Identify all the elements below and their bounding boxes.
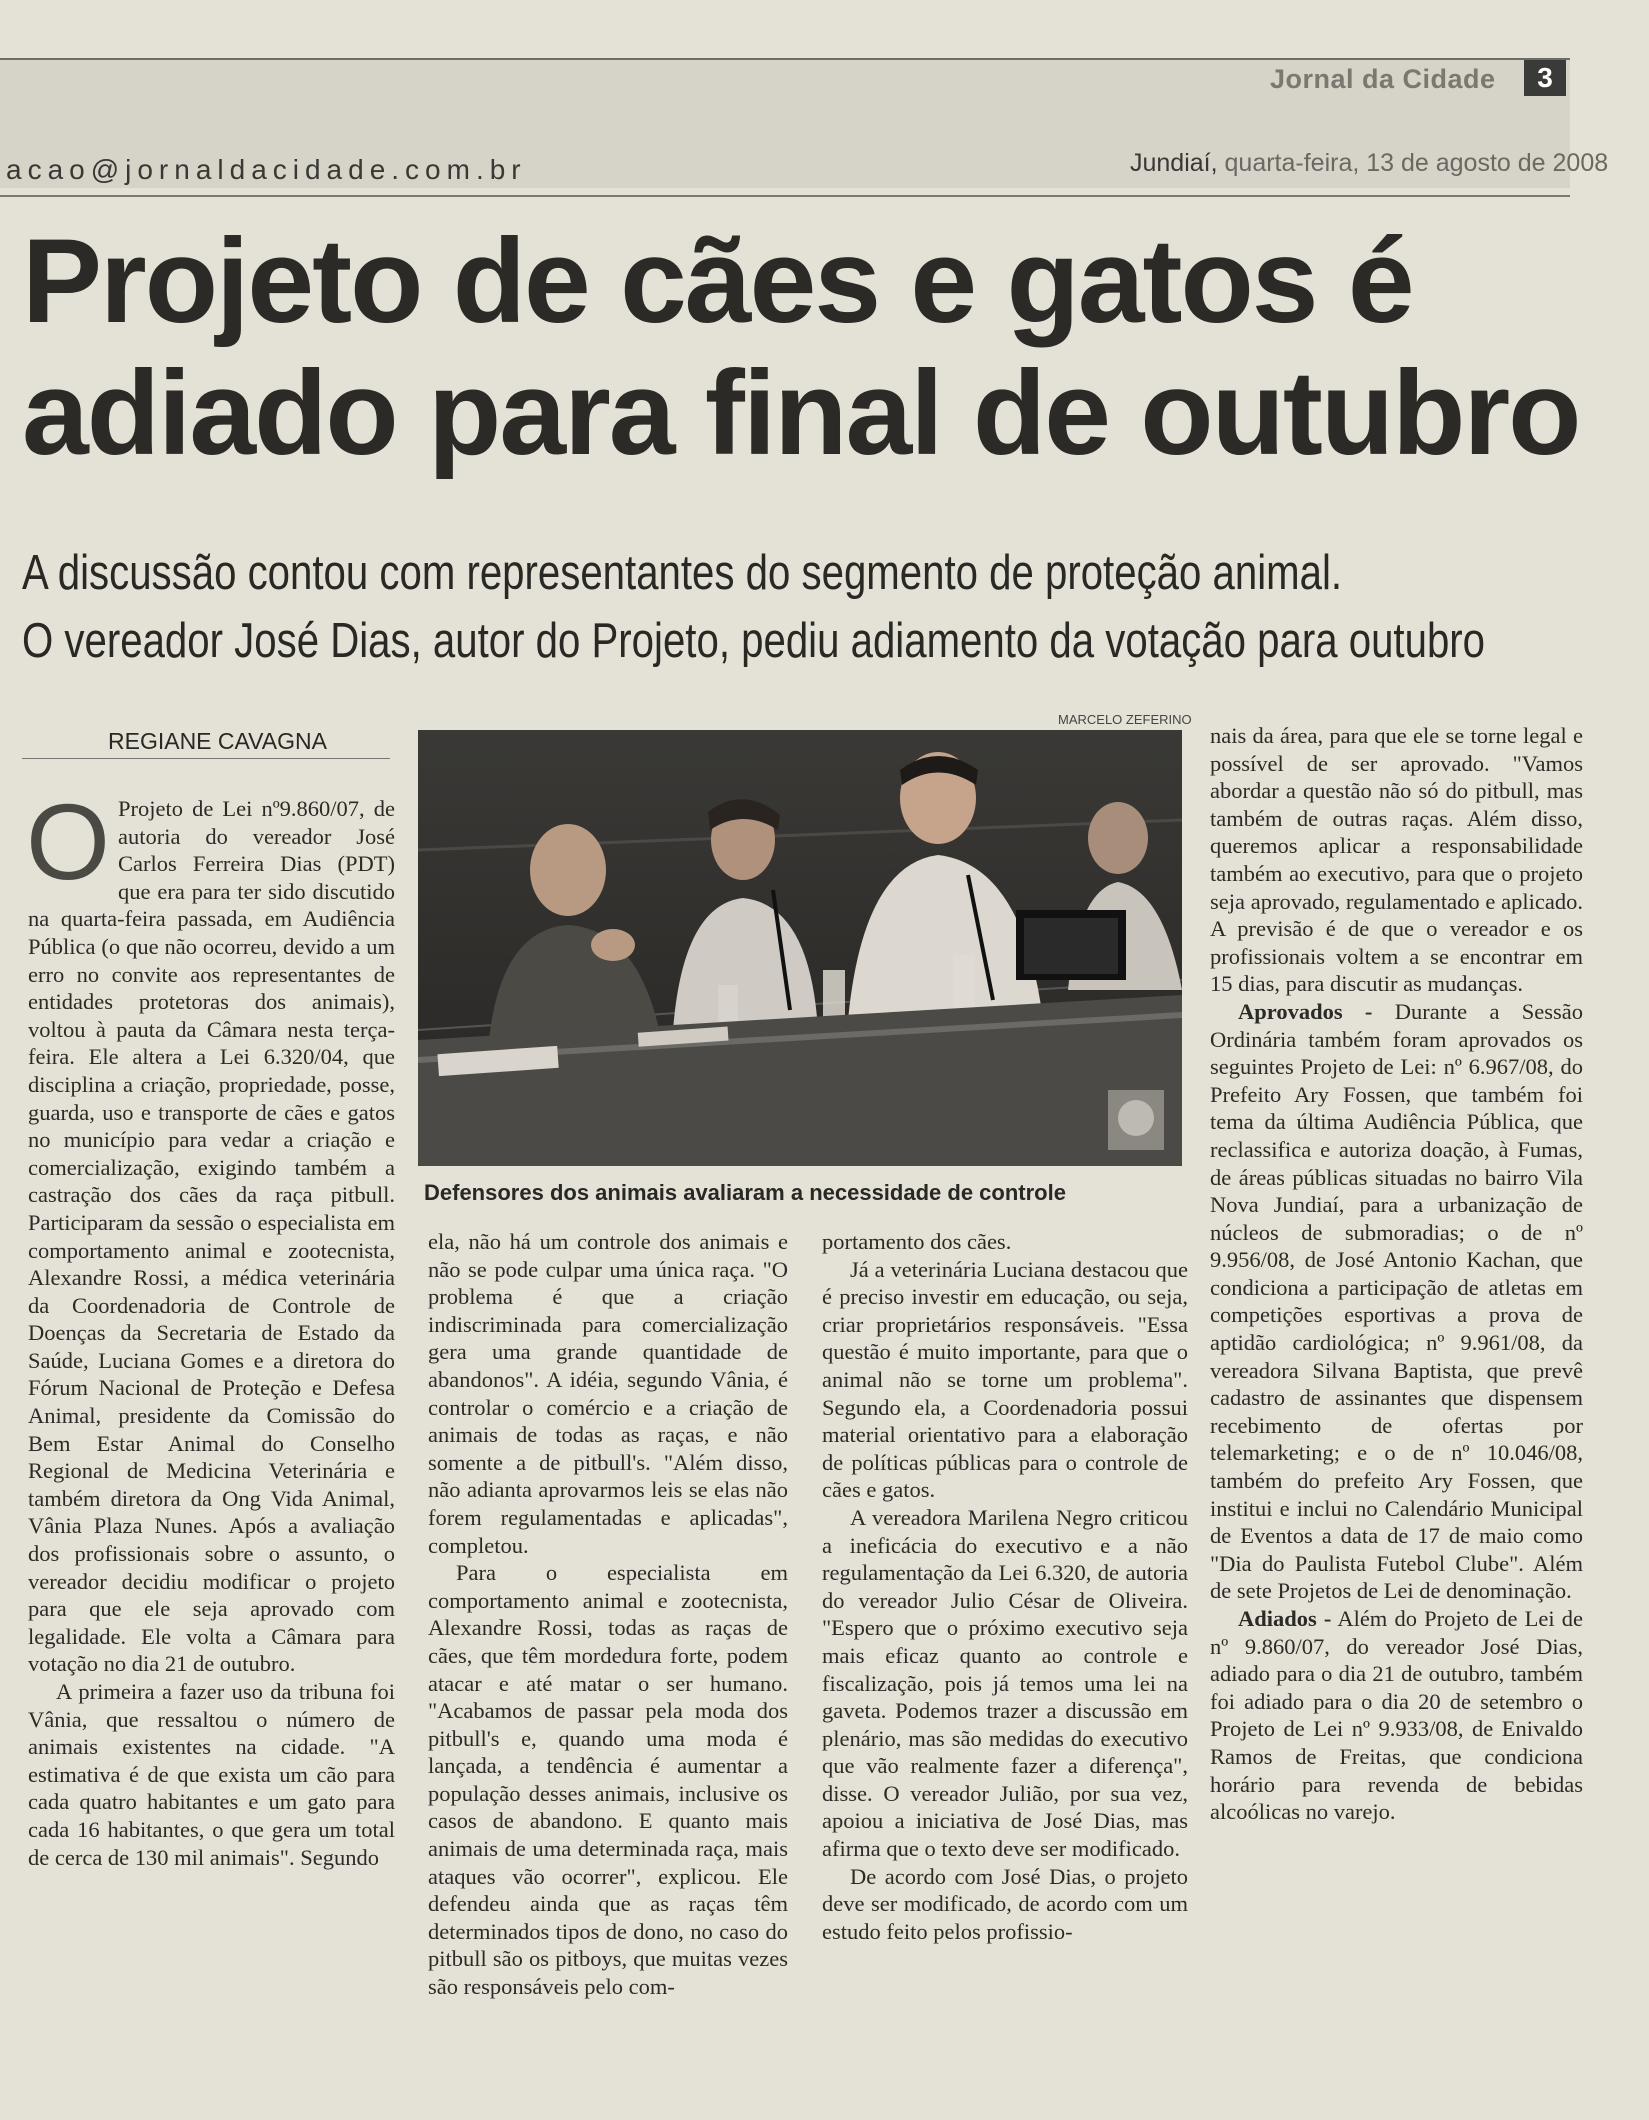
- paragraph: De acordo com José Dias, o projeto deve ser modificado, de acordo com um estudo feito pelos profissio-: [822, 1863, 1188, 1944]
- headline-line-1: Projeto de cães e gatos é: [22, 214, 1413, 348]
- dateline-city: Jundiaí,: [1130, 149, 1218, 177]
- paragraph: portamento dos cães.: [822, 1229, 1012, 1254]
- header-top-rule: [0, 58, 1570, 60]
- paragraph: A vereadora Marilena Negro criticou a ineficácia do executivo e a não regulamentação da Lei 6.320, de autoria do vereador Julio César de Oliveira. "Espero que o próximo executivo seja mais eficaz quanto ao controle e fiscalização, pois já temos uma lei na gaveta. Podemos trazer a discussão em plenário, mas são medidas do executivo que vão realmente fazer a diferença", disse. O vereador Julião, por sua vez, apoiou a iniciativa de José Dias, mas afirma que o texto deve ser modificado.: [822, 1504, 1188, 1862]
- paragraph-text: Durante a Sessão Ordinária também foram aprovados os seguintes Projeto de Lei: nº 6.967/08, do Prefeito Ary Fossen, que também foi tema da última Audiência Pública, que reclassifica e autoriza doação, à Fumas, de áreas públicas situadas no bairro Vila Nova Jundiaí, para a urbanização de núcleos de submoradias; o de nº 9.956/08, de José Antonio Kachan, que condiciona a participação de atletas em competições esportivas a prova de aptidão cardiológica; nº 9.961/08, da vereadora Silvana Baptista, que prevê cadastro de assinantes que dispensem recebimento de ofertas por telemarketing; e o de nº 10.046/08, também do prefeito Ary Fossen, que institui e inclui no Calendário Municipal de Eventos a data de 17 de maio como "Dia do Paulista Futebol Clube". Além de sete Projetos de Lei de denominação.: [1210, 998, 1583, 1604]
- paper-name: Jornal da Cidade: [1270, 64, 1496, 94]
- section-lead-aprovados: Aprovados -: [1238, 998, 1373, 1024]
- headline: [22, 215, 1622, 479]
- photo-caption: Defensores dos animais avaliaram a necessidade de controle: [424, 1180, 1066, 1205]
- subhead-line-2: O vereador José Dias, autor do Projeto, pediu adiamento da votação para outubro: [22, 614, 1486, 668]
- meeting-photo-illustration: [418, 730, 1182, 1166]
- dateline-date: quarta-feira, 13 de agosto de 2008: [1217, 149, 1609, 177]
- dateline: [1130, 149, 1608, 178]
- article-column-2: [428, 1228, 788, 2001]
- paragraph: Para o especialista em comportamento animal e zootecnista, Alexandre Rossi, todas as raças de cães, que têm mordedura forte, podem atacar e até matar o ser humano. "Acabamos de passar pela moda dos pitbull's e, quando uma moda é lançada, a tendência é aumentar a população desses animais, inclusive os casos de abandono. E quanto mais animais de uma determinada raça, mais ataques vão ocorrer", explicou. Ele defendeu ainda que as raças têm determinados tipos de dono, no caso do pitbull são os pitboys, que muitas vezes são responsáveis pelo com-: [428, 1560, 788, 2000]
- headline-line-2: adiado para final de outubro: [22, 346, 1580, 480]
- byline-rule: [22, 758, 390, 759]
- article-column-4: [1210, 722, 1583, 1826]
- photo-credit: MARCELO ZEFERINO: [1058, 712, 1192, 727]
- subhead-line-1: A discussão contou com representantes do segmento de proteção animal.: [22, 546, 1343, 600]
- paragraph: Projeto de Lei nº9.860/07, de autoria do vereador José Carlos Ferreira Dias (PDT) que era para ter sido discutido na quarta-feira passada, em Audiência Pública (o que não ocorreu, devido a um erro no convite aos representantes de entidades protetoras dos animais), voltou à pauta da Câmara nesta terça-feira. Ele altera a Lei 6.320/04, que disciplina a criação, propriedade, posse, guarda, uso e transporte de cães e gatos no município para vedar a criação e comercialização, exigindo também a castração dos cães da raça pitbull. Participaram da sessão o especialista em comportamento animal e zootecnista, Alexandre Rossi, a médica veterinária da Coordenadoria de Controle de Doenças da Secretaria de Estado da Saúde, Luciana Gomes e a diretora do Fórum Nacional de Proteção e Defesa Animal, presidente da Comissão do Bem Estar Animal do Conselho Regional de Medicina Veterinária e também diretora da Ong Vida Animal, Vânia Plaza Nunes. Após a avaliação dos profissionais sobre o assunto, o vereador decidiu modificar o projeto para que ele seja aprovado com legalidade. Ele volta a Câmara para votação no dia 21 de outubro.: [28, 796, 395, 1677]
- paragraph-adiados: [1210, 1605, 1583, 1826]
- header-bottom-rule: [0, 195, 1570, 197]
- paragraph: ela, não há um controle dos animais e não se pode culpar uma única raça. "O problema é que a criação indiscriminada para comercialização gera uma grande quantidade de abandonos". A idéia, segundo Vânia, é controlar o comércio e a criação de animais de todas as raças, e não somente a de pitbull's. "Além disso, não adianta aprovarmos leis se elas não forem regulamentadas e aplicadas", completou.: [428, 1229, 788, 1558]
- paragraph-aprovados: [1210, 998, 1583, 1605]
- paragraph: Já a veterinária Luciana destacou que é preciso investir em educação, ou seja, criar proprietários responsáveis. "Essa questão é muito importante, para que o animal não se torne um problema". Segundo ela, a Coordenadoria possui material orientativo para a elaboração de políticas públicas para o controle de cães e gatos.: [822, 1256, 1188, 1503]
- article-column-3: [822, 1228, 1188, 1945]
- byline: REGIANE CAVAGNA: [108, 728, 327, 754]
- paragraph: nais da área, para que ele se torne legal e possível de ser aprovado. "Vamos abordar a questão não só do pitbull, mas também de outras raças. Além disso, queremos aplicar a responsabilidade também ao executivo, para que o projeto seja aprovado, regulamentado e aplicado. A previsão é de que o vereador e os profissionais voltem a se encontrar em 15 dias, para discutir as mudanças.: [1210, 723, 1583, 997]
- paragraph-text: Além do Projeto de Lei de nº 9.860/07, do vereador José Dias, adiado para o dia 21 de outubro, também foi adiado para o dia 20 de setembro o Projeto de Lei nº 9.933/08, de Enivaldo Ramos de Freitas, que condiciona horário para revenda de bebidas alcoólicas no varejo.: [1210, 1606, 1583, 1825]
- contact-email: acao@jornaldacidade.com.br: [6, 154, 527, 185]
- page-number: 3: [1524, 60, 1566, 96]
- paragraph: A primeira a fazer uso da tribuna foi Vânia, que ressaltou o número de animais existentes na cidade. "A estimativa é de que exista um cão para cada quatro habitantes e um gato para cada 16 habitantes, o que gera um total de cerca de 130 mil animais". Segundo: [28, 1679, 395, 1870]
- drop-cap: O: [26, 781, 111, 902]
- section-lead-adiados: Adiados -: [1238, 1606, 1332, 1631]
- article-column-1: [26, 781, 395, 1871]
- article-photo: [418, 730, 1182, 1166]
